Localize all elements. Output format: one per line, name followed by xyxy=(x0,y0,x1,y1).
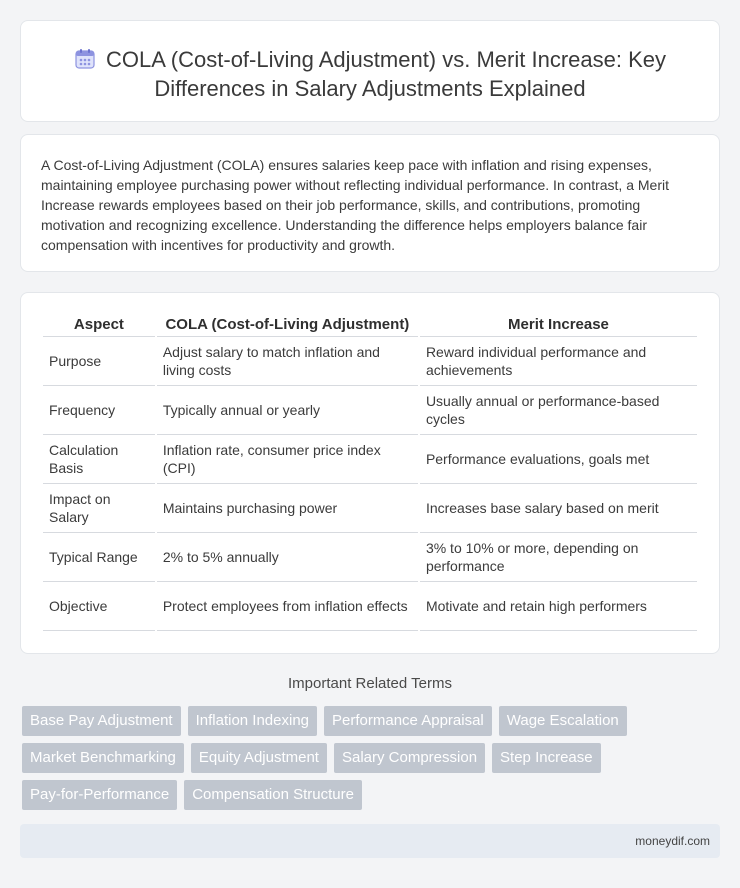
table-row xyxy=(43,435,697,484)
page-title: COLA (Cost-of-Living Adjustment) vs. Merit Increase: Key Differences in Salary Adjustments Explained xyxy=(106,47,666,101)
related-term-tag[interactable]: Performance Appraisal xyxy=(324,706,492,736)
table-row xyxy=(43,386,697,435)
row-merit: Reward individual performance and achievements xyxy=(420,337,697,386)
related-terms-title: Important Related Terms xyxy=(288,675,452,692)
table-header-row xyxy=(43,315,697,337)
related-term-tag[interactable]: Step Increase xyxy=(492,743,601,773)
header-aspect: Aspect xyxy=(43,315,155,337)
table-row xyxy=(43,484,697,533)
related-term-tag[interactable]: Salary Compression xyxy=(334,743,485,773)
header-cola: COLA (Cost-of-Living Adjustment) xyxy=(157,315,418,337)
row-cola: Maintains purchasing power xyxy=(157,484,418,533)
related-term-tag[interactable]: Inflation Indexing xyxy=(188,706,317,736)
row-merit: Increases base salary based on merit xyxy=(420,484,697,533)
related-term-tag[interactable]: Wage Escalation xyxy=(499,706,627,736)
related-term-tag[interactable]: Equity Adjustment xyxy=(191,743,327,773)
row-cola: 2% to 5% annually xyxy=(157,533,418,582)
calendar-icon xyxy=(74,48,96,70)
comparison-table xyxy=(41,315,699,631)
row-cola: Typically annual or yearly xyxy=(157,386,418,435)
intro-paragraph: A Cost-of-Living Adjustment (COLA) ensures salaries keep pace with inflation and rising expenses, maintaining employee purchasing power without reflecting individual performance. In contrast, a Merit Increase rewards employees based on their job performance, skills, and contributions, promoting motivation and recognizing excellence. Understanding the difference helps employers balance fair compensation with incentives for productivity and growth. xyxy=(41,157,669,253)
row-merit: Motivate and retain high performers xyxy=(420,582,697,631)
table-row xyxy=(43,337,697,386)
related-terms-list xyxy=(22,706,722,817)
row-aspect: Purpose xyxy=(43,337,155,386)
page-title-wrap xyxy=(21,45,719,103)
row-merit: Usually annual or performance-based cycles xyxy=(420,386,697,435)
row-aspect: Typical Range xyxy=(43,533,155,582)
related-term-tag[interactable]: Market Benchmarking xyxy=(22,743,184,773)
related-term-tag[interactable]: Compensation Structure xyxy=(184,780,362,810)
row-aspect: Objective xyxy=(43,582,155,631)
table-row xyxy=(43,582,697,631)
row-cola: Inflation rate, consumer price index (CPI) xyxy=(157,435,418,484)
row-cola: Adjust salary to match inflation and living costs xyxy=(157,337,418,386)
row-cola: Protect employees from inflation effects xyxy=(157,582,418,631)
related-term-tag[interactable]: Pay-for-Performance xyxy=(22,780,177,810)
related-term-tag[interactable]: Base Pay Adjustment xyxy=(22,706,181,736)
title-card xyxy=(20,20,720,122)
table-row xyxy=(43,533,697,582)
intro-card xyxy=(20,134,720,272)
row-merit: 3% to 10% or more, depending on performance xyxy=(420,533,697,582)
header-merit: Merit Increase xyxy=(420,315,697,337)
row-aspect: Calculation Basis xyxy=(43,435,155,484)
footer xyxy=(20,824,720,858)
footer-site-link[interactable]: moneydif.com xyxy=(635,834,710,848)
row-aspect: Impact on Salary xyxy=(43,484,155,533)
row-merit: Performance evaluations, goals met xyxy=(420,435,697,484)
comparison-table-card xyxy=(20,292,720,654)
row-aspect: Frequency xyxy=(43,386,155,435)
